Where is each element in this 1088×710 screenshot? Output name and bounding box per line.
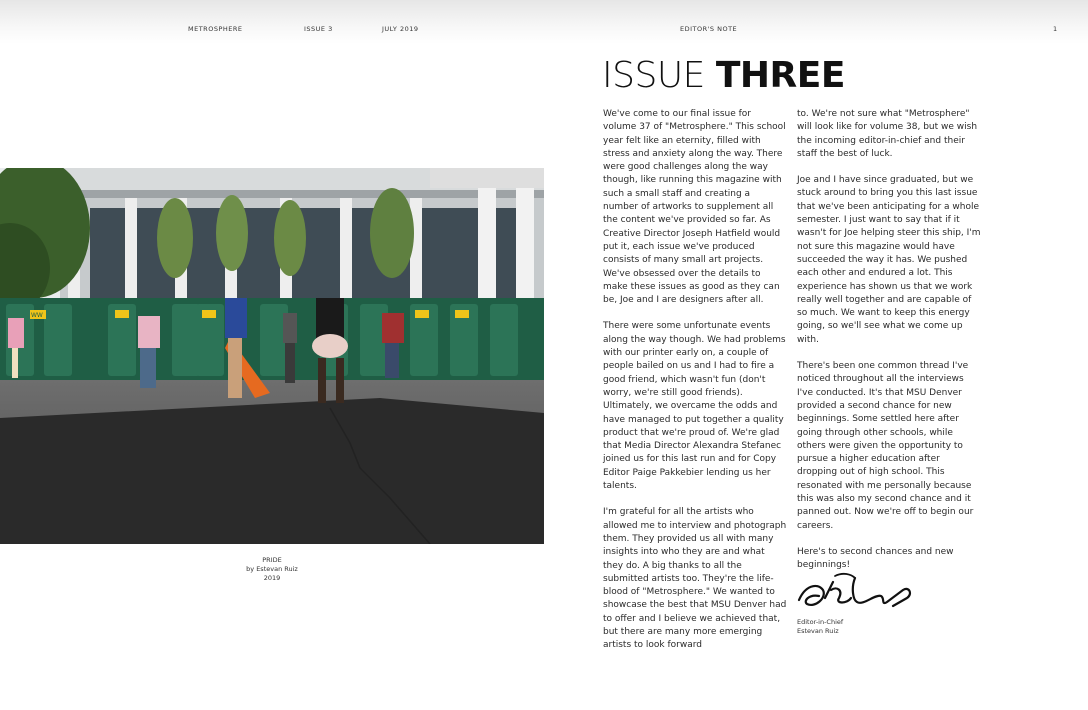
photo-illustration [0, 168, 544, 544]
page-title [602, 56, 845, 96]
publication-name: METROSPHERE [188, 25, 243, 33]
paragraph: Joe and I have since graduated, but we stuck around to bring you this last issue that we've been anticipating for a whole semester. I just want to say that if it wasn't for Joe helping steer this ship, I'm not sure this magazine would have succeeded the way it has. We pushed each other and endured a lot. This experience has shown us that we work really well together and are capable of so much. We want to keep this energy going, so we'll see what we come up with. [797, 175, 981, 345]
issue-date: JULY 2019 [382, 25, 419, 33]
caption-credit: by Estevan Ruiz [246, 565, 298, 573]
paragraph: to. We're not sure what "Metrosphere" will look like for volume 38, but we wish the incoming editor-in-chief and their staff the best of luck. [797, 109, 978, 159]
body-column-2 [797, 108, 981, 586]
paragraph: There's been one common thread I've noticed throughout all the interviews I've conducted. It's that MSU Denver provided a second chance for new beginnings. Some settled here after going through other schools, while others were given the opportunity to pursue a higher education after dropping out of high school. This resonated with me personally because this was also my second chance and it panned out. Now we're off to begin our careers. [797, 361, 974, 531]
caption-title: PRIDE [262, 556, 282, 564]
photo-caption [222, 556, 322, 583]
signature-image [795, 568, 925, 618]
page-header-bar [0, 0, 1088, 44]
title-issue: ISSUE [602, 55, 705, 96]
section-label: EDITOR'S NOTE [680, 25, 738, 33]
pride-photo [0, 168, 544, 544]
body-column-1 [603, 108, 787, 666]
shadow [0, 398, 544, 544]
paragraph: There were some unfortunate events along the way though. We had problems with our printer early on, a couple of people bailed on us and I had to fire a good friend, which wasn't fun (don't worry, we're still good friends). Ultimately, we overcame the odds and have managed to put together a quality product that we're proud of. We're glad that Media Director Alexandra Stefanec joined us for this last run and for Copy Editor Paige Pakkebier lending us her talents. [603, 321, 786, 492]
signature-role: Editor-in-Chief [797, 618, 844, 626]
signature-name: Estevan Ruiz [797, 627, 839, 635]
paragraph: Here's to second chances and new beginnings! [797, 546, 954, 571]
title-three: THREE [715, 55, 845, 96]
page-number: 1 [1053, 25, 1058, 33]
signature-block [797, 618, 843, 636]
caption-year: 2019 [263, 574, 281, 582]
sign-text: WW [31, 312, 43, 319]
paragraph: I'm grateful for all the artists who allowed me to interview and photograph them. They provided us all with many insights into who they are and what they do. A big thanks to all the submitted artists too. They're the life-blood of "Metrosphere." We wanted to showcase the best that MSU Denver had to offer and I believe we achieved that, but there are many more emerging artists to look forward [603, 507, 787, 651]
paragraph: We've come to our final issue for volume 37 of "Metrosphere." This school year felt like an eternity, filled with stress and anxiety along the way. There were good challenges along the way though, like running this magazine with such a small staff and creating a number of artworks to supplement all the content we've provided so far. As Creative Director Joseph Hatfield would put it, each issue we've produced consists of many small art projects. We've obsessed over the details to make these issues as good as they can be, Joe and I are designers after all. [603, 109, 786, 306]
issue-label: ISSUE 3 [304, 25, 333, 33]
